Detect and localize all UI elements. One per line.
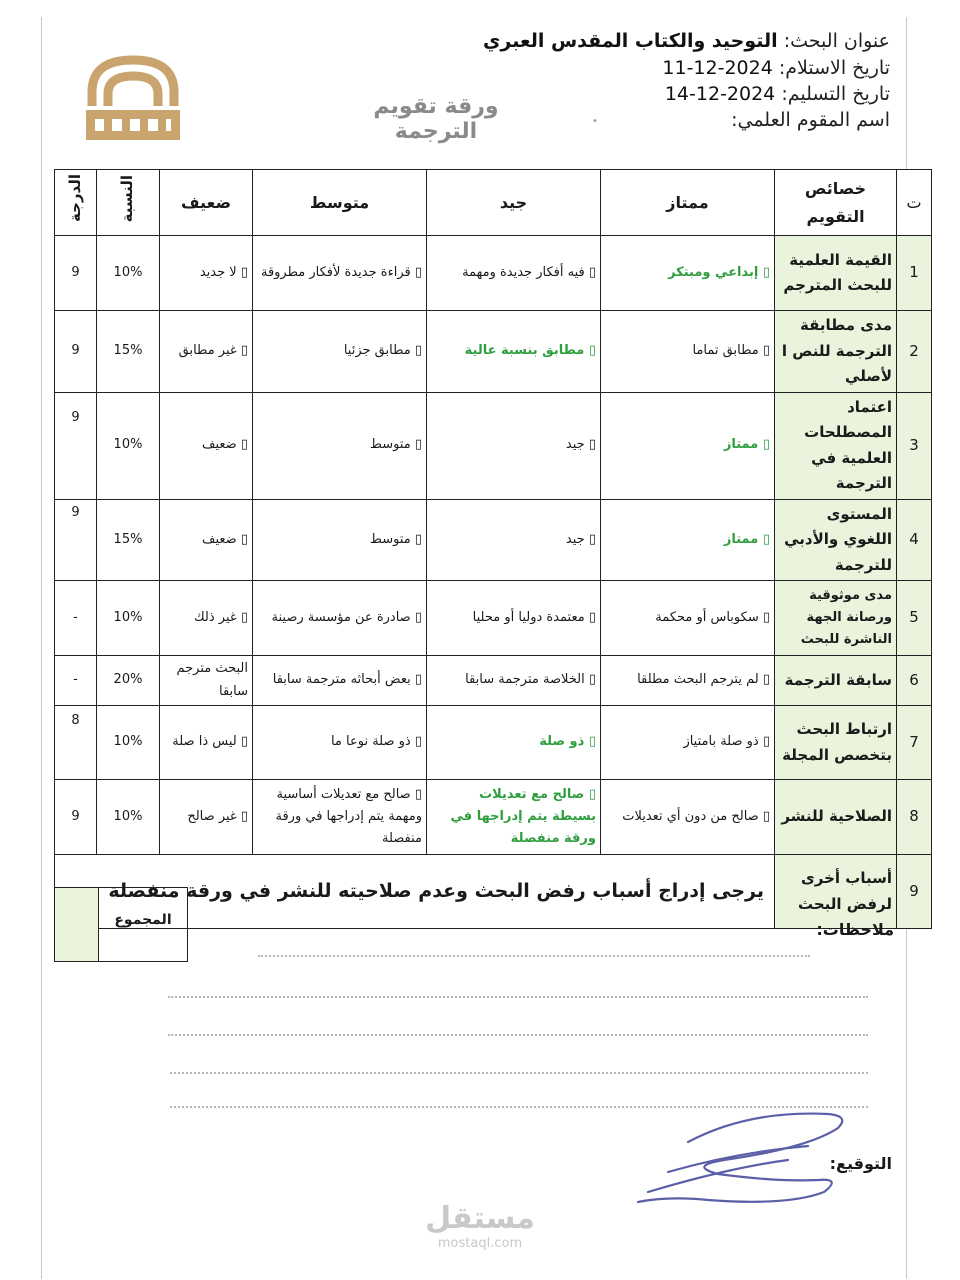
- row-criteria: مدى مطابقة الترجمة للنص ا لأصلي: [775, 311, 897, 393]
- furqan-logo: [82, 52, 184, 144]
- table-row: [55, 499, 932, 581]
- option-weak[interactable]: البحث مترجم سابقا: [160, 656, 253, 706]
- option-good[interactable]: ▯ الخلاصة مترجمة سابقا: [427, 656, 601, 706]
- row-ratio: 10%: [97, 706, 160, 780]
- option-excellent[interactable]: ▯ لم يترجم البحث مطلقا: [601, 656, 775, 706]
- option-excellent[interactable]: ▯ سكوباس أو محكمة: [601, 581, 775, 656]
- delivery-date-line: تاريخ التسليم: 2024-12-14: [664, 83, 890, 105]
- notes-line[interactable]: [258, 955, 810, 957]
- row-num: 9: [897, 855, 932, 929]
- row-num: 6: [897, 656, 932, 706]
- option-good[interactable]: ▯ مطابق بنسبة عالية: [427, 311, 601, 393]
- option-good[interactable]: ▯ صالح مع تعديلات بسيطة يتم إدراجها في ورقة منفصلة: [427, 780, 601, 855]
- row-num: 4: [897, 499, 932, 581]
- document-title: ورقة تقويم الترجمة: [373, 94, 499, 144]
- receipt-date-line: تاريخ الاستلام: 2024-12-11: [662, 57, 890, 79]
- option-excellent[interactable]: ▯ ممتاز: [601, 499, 775, 581]
- table-row: [55, 706, 932, 780]
- notes-line[interactable]: [168, 996, 868, 998]
- row-num: 7: [897, 706, 932, 780]
- row-ratio: 15%: [97, 499, 160, 581]
- header-grade: الدرجة: [55, 170, 97, 236]
- row-ratio: 15%: [97, 311, 160, 393]
- row-num: 2: [897, 311, 932, 393]
- notes-line[interactable]: [170, 1072, 868, 1074]
- total-value-cell[interactable]: [55, 888, 98, 961]
- notes-label: ملاحظات:: [816, 920, 894, 939]
- table-row: [55, 311, 932, 393]
- row-criteria: القيمة العلمية للبحث المترجم: [775, 236, 897, 311]
- option-excellent[interactable]: ▯ ممتاز: [601, 392, 775, 499]
- row-grade[interactable]: -: [55, 656, 97, 706]
- option-excellent[interactable]: ▯ ذو صلة بامتياز: [601, 706, 775, 780]
- rejection-note: يرجى إدراج أسباب رفض البحث وعدم صلاحيته للنشر في ورقة منفصلة: [55, 855, 775, 929]
- row-num: 3: [897, 392, 932, 499]
- table-row: [55, 392, 932, 499]
- option-average[interactable]: ▯ صادرة عن مؤسسة رصينة: [253, 581, 427, 656]
- row-criteria: سابقة الترجمة: [775, 656, 897, 706]
- header-average: متوسط: [253, 170, 427, 236]
- total-label: المجموع: [114, 912, 172, 928]
- research-title-line: عنوان البحث: التوحيد والكتاب المقدس العبري: [482, 30, 890, 52]
- table-row: [55, 780, 932, 855]
- option-weak[interactable]: ▯ ضعيف: [160, 392, 253, 499]
- option-weak[interactable]: ▯ ضعيف: [160, 499, 253, 581]
- option-average[interactable]: ▯ مطابق جزئيا: [253, 311, 427, 393]
- option-weak[interactable]: ▯ غير ذلك: [160, 581, 253, 656]
- row-criteria: أسباب أخرى لرفض البحث: [775, 855, 897, 929]
- option-weak[interactable]: ▯ ليس ذا صلة: [160, 706, 253, 780]
- signature-label: التوقيع:: [829, 1154, 892, 1173]
- option-average[interactable]: ▯ بعض أبحاثه مترجمة سابقا: [253, 656, 427, 706]
- option-weak[interactable]: ▯ لا جديد: [160, 236, 253, 311]
- header-criteria: خصائص التقويم: [775, 170, 897, 236]
- option-excellent[interactable]: ▯ مطابق تماما: [601, 311, 775, 393]
- table-row: [55, 656, 932, 706]
- watermark: [420, 1202, 540, 1251]
- row-criteria: المستوى اللغوي والأدبي للترجمة: [775, 499, 897, 581]
- row-grade[interactable]: 9: [55, 499, 97, 581]
- row-criteria: الصلاحية للنشر: [775, 780, 897, 855]
- option-average[interactable]: ▯ قراءة جديدة لأفكار مطروقة: [253, 236, 427, 311]
- scan-speck: •: [592, 116, 598, 127]
- option-average[interactable]: ▯ صالح مع تعديلات أساسية ومهمة يتم إدراجها في ورقة منفصلة: [253, 780, 427, 855]
- table-row: [55, 581, 932, 656]
- row-ratio: 10%: [97, 392, 160, 499]
- row-criteria: مدى موثوقية ورصانة الجهة الناشرة للبحث: [775, 581, 897, 656]
- reviewer-line: اسم المقوم العلمي:: [731, 109, 890, 131]
- option-good[interactable]: ▯ معتمدة دوليا أو محليا: [427, 581, 601, 656]
- row-grade[interactable]: 9: [55, 311, 97, 393]
- row-grade[interactable]: 8: [55, 706, 97, 780]
- row-grade[interactable]: -: [55, 581, 97, 656]
- option-good[interactable]: ▯ جيد: [427, 499, 601, 581]
- option-good[interactable]: ▯ جيد: [427, 392, 601, 499]
- option-weak[interactable]: ▯ غير صالح: [160, 780, 253, 855]
- option-good[interactable]: ▯ ذو صلة: [427, 706, 601, 780]
- row-ratio: 10%: [97, 236, 160, 311]
- option-average[interactable]: ▯ متوسط: [253, 392, 427, 499]
- row-criteria: ارتباط البحث بتخصص المجلة: [775, 706, 897, 780]
- total-box: [54, 887, 188, 962]
- row-criteria: اعتماد المصطلحات العلمية في الترجمة: [775, 392, 897, 499]
- row-num: 8: [897, 780, 932, 855]
- row-ratio: 20%: [97, 656, 160, 706]
- row-grade[interactable]: 9: [55, 392, 97, 499]
- option-excellent[interactable]: ▯ صالح من دون أي تعديلات: [601, 780, 775, 855]
- header-weak: ضعيف: [160, 170, 253, 236]
- watermark-sub: mostaql.com: [437, 1236, 523, 1251]
- option-excellent[interactable]: ▯ إبداعي ومبتكر: [601, 236, 775, 311]
- row-num: 1: [897, 236, 932, 311]
- option-average[interactable]: ▯ متوسط: [253, 499, 427, 581]
- header-good: جيد: [427, 170, 601, 236]
- table-header-row: [55, 170, 932, 236]
- row-grade[interactable]: 9: [55, 780, 97, 855]
- notes-line[interactable]: [168, 1034, 868, 1036]
- header-excellent: ممتاز: [601, 170, 775, 236]
- evaluation-table: [54, 169, 932, 929]
- row-ratio: 10%: [97, 780, 160, 855]
- row-ratio: 10%: [97, 581, 160, 656]
- watermark-main: مستقل: [425, 1201, 535, 1236]
- option-weak[interactable]: ▯ غير مطابق: [160, 311, 253, 393]
- row-grade[interactable]: 9: [55, 236, 97, 311]
- option-good[interactable]: ▯ فيه أفكار جديدة ومهمة: [427, 236, 601, 311]
- table-row: [55, 236, 932, 311]
- row-num: 5: [897, 581, 932, 656]
- option-average[interactable]: ▯ ذو صلة نوعا ما: [253, 706, 427, 780]
- header-num: ت: [897, 170, 932, 236]
- header-ratio: النسبة: [97, 170, 160, 236]
- handwritten-signature: [628, 1102, 858, 1212]
